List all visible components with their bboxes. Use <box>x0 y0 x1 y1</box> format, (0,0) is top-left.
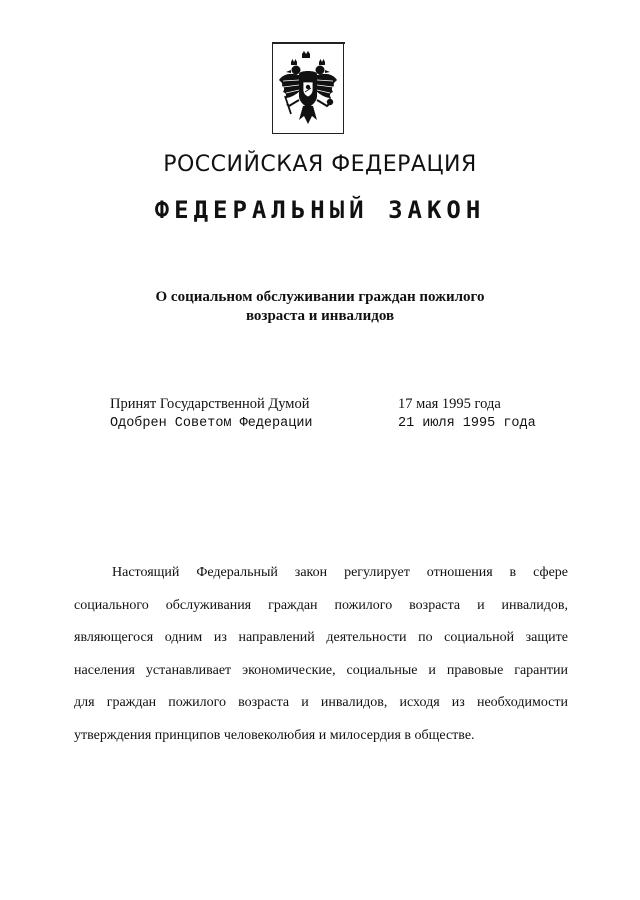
adoption-block <box>110 394 550 434</box>
preamble-line: являющегося одним из направлений деятельности по социальной защите <box>74 630 568 646</box>
adoption-row-duma <box>110 394 550 414</box>
double-headed-eagle-icon <box>277 50 339 128</box>
adoption-row-council <box>110 414 550 434</box>
preamble-line: утверждения принципов человеколюбия и милосердия в обществе. <box>74 727 475 743</box>
law-title-line: О социальном обслуживании граждан пожилого <box>155 289 485 305</box>
preamble-line: населения устанавливает экономические, социальные и правовые гарантии <box>74 662 568 678</box>
adoption-body: Принят Государственной Думой <box>110 396 310 412</box>
law-title <box>120 288 520 326</box>
emblem-frame <box>272 42 344 134</box>
country-heading: РОССИЙСКАЯ ФЕДЕРАЦИЯ <box>163 152 477 177</box>
preamble-line: для граждан пожилого возраста и инвалидов, исходя из необходимости <box>74 695 568 711</box>
adoption-date: 21 июля 1995 года <box>398 416 536 431</box>
adoption-body: Одобрен Советом Федерации <box>110 416 313 431</box>
preamble-line: социального обслуживания граждан пожилого возраста и инвалидов, <box>74 597 568 613</box>
law-title-line: возраста и инвалидов <box>245 308 395 324</box>
preamble-line: Настоящий Федеральный закон регулирует отношения в сфере <box>112 565 568 580</box>
document-type-heading: ФЕДЕРАЛЬНЫЙ ЗАКОН <box>154 196 486 224</box>
preamble-paragraph <box>74 557 568 753</box>
adoption-date: 17 мая 1995 года <box>398 396 501 412</box>
